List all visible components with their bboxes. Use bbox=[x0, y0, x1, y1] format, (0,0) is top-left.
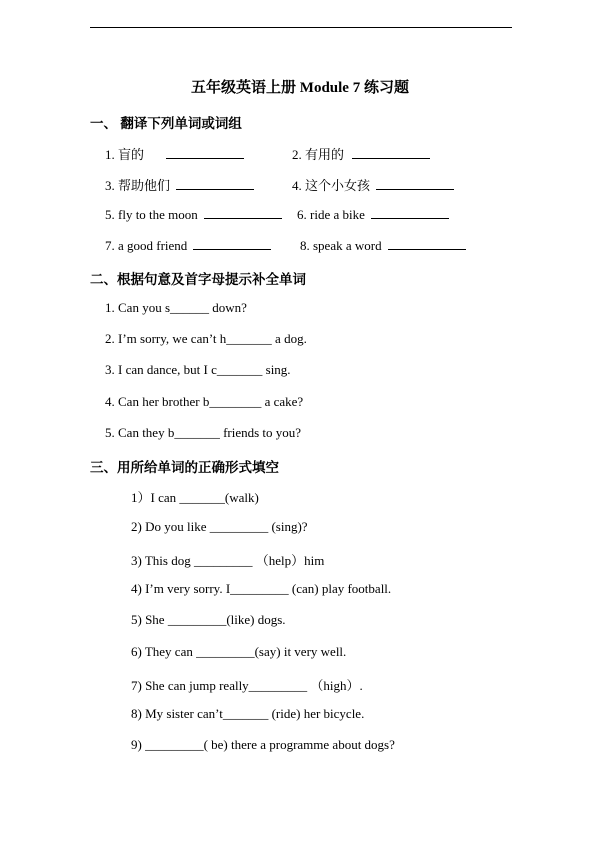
s2-item: 4. Can her brother b________ a cake? bbox=[105, 394, 304, 409]
s1-item-8: 8. speak a word bbox=[300, 237, 466, 254]
s2-item: 5. Can they b_______ friends to you? bbox=[105, 425, 302, 440]
answer-blank[interactable] bbox=[204, 206, 282, 219]
answer-blank[interactable] bbox=[166, 146, 244, 159]
s2-item: 1. Can you s______ down? bbox=[105, 300, 247, 315]
answer-blank[interactable] bbox=[388, 237, 466, 250]
section2-heading: 二、根据句意及首字母提示补全单词 bbox=[90, 272, 306, 287]
s1-item-4: 4. 这个小女孩 bbox=[292, 175, 454, 194]
answer-blank[interactable] bbox=[176, 177, 254, 190]
section1-heading: 一、 翻译下列单词或词组 bbox=[90, 116, 242, 131]
s2-item: 2. I’m sorry, we can’t h_______ a dog. bbox=[105, 331, 307, 346]
s3-item: 1）I can _______(walk) bbox=[131, 490, 259, 505]
answer-blank[interactable] bbox=[376, 177, 454, 190]
s3-item: 5) She _________(like) dogs. bbox=[131, 612, 286, 627]
section3-heading: 三、用所给单词的正确形式填空 bbox=[90, 460, 279, 475]
s1-item-7: 7. a good friend bbox=[105, 237, 271, 254]
answer-blank[interactable] bbox=[352, 146, 430, 159]
answer-blank[interactable] bbox=[371, 206, 449, 219]
s2-item: 3. I can dance, but I c_______ sing. bbox=[105, 362, 291, 377]
s3-item: 2) Do you like _________ (sing)? bbox=[131, 519, 308, 534]
s3-item: 6) They can _________(say) it very well. bbox=[131, 644, 347, 659]
s3-item: 3) This dog _________ （help）him bbox=[131, 553, 325, 568]
s1-item-6: 6. ride a bike bbox=[297, 206, 449, 223]
s1-item-3: 3. 帮助他们 bbox=[105, 175, 254, 194]
top-rule bbox=[90, 27, 512, 28]
s3-item: 7) She can jump really_________ （high）. bbox=[131, 678, 363, 693]
s3-item: 4) I’m very sorry. I_________ (can) play football. bbox=[131, 581, 392, 596]
page-title: 五年级英语上册 Module 7 练习题 bbox=[191, 80, 409, 96]
s3-item: 8) My sister can’t_______ (ride) her bicycle. bbox=[131, 706, 365, 721]
s3-item: 9) _________( be) there a programme about dogs? bbox=[131, 737, 395, 752]
answer-blank[interactable] bbox=[193, 237, 271, 250]
s1-item-2: 2. 有用的 bbox=[292, 144, 430, 163]
s1-item-5: 5. fly to the moon bbox=[105, 206, 282, 223]
s1-item-1: 1. 盲的 bbox=[105, 144, 244, 163]
